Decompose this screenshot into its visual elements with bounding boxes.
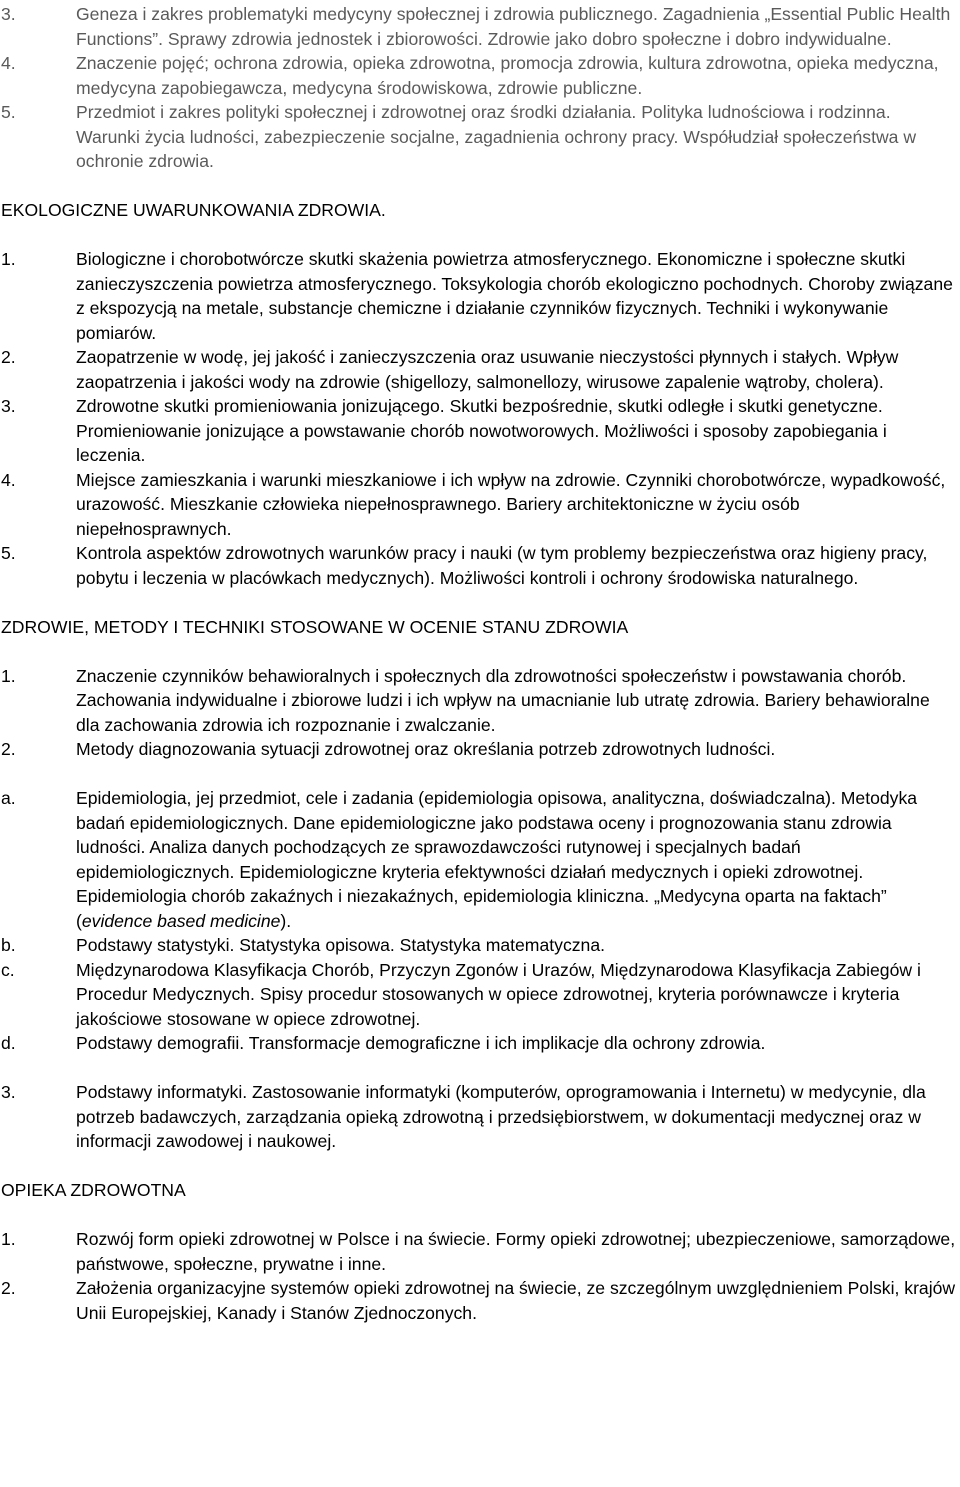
list-item bbox=[0, 345, 960, 394]
section-heading-metody: ZDROWIE, METODY I TECHNIKI STOSOWANE W OCENIE STANU ZDROWIA bbox=[1, 616, 629, 637]
list-item bbox=[0, 2, 960, 51]
item-number: 3. bbox=[1, 1082, 16, 1102]
item-number: b. bbox=[1, 935, 16, 955]
list-item bbox=[0, 958, 960, 1032]
item-number: 2. bbox=[1, 1278, 16, 1298]
item-number: 3. bbox=[1, 396, 16, 416]
item-number: 3. bbox=[1, 4, 16, 24]
item-number: 1. bbox=[1, 1229, 16, 1249]
list-item bbox=[0, 247, 960, 345]
list-item bbox=[0, 1276, 960, 1325]
section-metody-list-informatyka bbox=[0, 1080, 960, 1154]
list-item bbox=[0, 394, 960, 468]
item-number: a. bbox=[1, 788, 16, 808]
section-heading-opieka: OPIEKA ZDROWOTNA bbox=[1, 1180, 186, 1200]
item-text-italic: evidence based medicine bbox=[81, 910, 281, 931]
item-text: Podstawy statystyki. Statystyka opisowa. Statystyka matematyczna. bbox=[76, 935, 605, 955]
item-text: Podstawy demografii. Transformacje demograficzne i ich implikacje dla ochrony zdrowia. bbox=[76, 1033, 766, 1053]
section-ekologiczne-list bbox=[0, 247, 960, 590]
item-text: Przedmiot i zakres polityki społecznej i zdrowotnej oraz środki działania. Polityka ludnościowa i rodzinna. Warunki życia ludności, zabezpieczenie socjalne, zagadnienia ochrony pracy. Współudział społeczeństwa w ochronie zdrowia. bbox=[76, 102, 917, 171]
section-top-list bbox=[0, 2, 960, 174]
item-text: Miejsce zamieszkania i warunki mieszkaniowe i ich wpływ na zdrowie. Czynniki chorobotwórcze, wypadkowość, urazowość. Mieszkanie człowieka niepełnosprawnego. Bariery architektoniczne w życiu osób niepełnosprawnych. bbox=[76, 469, 946, 539]
item-number: 4. bbox=[1, 53, 16, 73]
list-item bbox=[0, 664, 960, 738]
item-text: Metody diagnozowania sytuacji zdrowotnej oraz określania potrzeb zdrowotnych ludności. bbox=[76, 739, 776, 759]
item-number: 4. bbox=[1, 469, 16, 490]
section-opieka-list bbox=[0, 1227, 960, 1325]
item-text: Geneza i zakres problematyki medycyny społecznej i zdrowia publicznego. Zagadnienia „Essential Public Health Functions”. Sprawy zdrowia jednostek i zbiorowości. Zdrowie jako dobro społeczne i dobro indywidualne. bbox=[76, 4, 951, 49]
item-text: Znaczenie czynników behawioralnych i społecznych dla zdrowotności społeczeństw i powstawania chorób. Zachowania indywidualne i zbiorowe ludzi i ich wpływ na umacnianie lub utratę zdrowia. Bariery behawioralne dla zachowania zdrowia ich rozpoznanie i zwalczanie. bbox=[76, 665, 930, 735]
item-text: Międzynarodowa Klasyfikacja Chorób, Przyczyn Zgonów i Urazów, Międzynarodowa Klasyfikacja Zabiegów i Procedur Medycznych. Spisy procedur stosowanych w opiece zdrowotnej, kryteria porównawcze i kryteria jakościowe stosowane w opiece zdrowotnej. bbox=[76, 959, 921, 1029]
item-number: 1. bbox=[1, 249, 16, 269]
list-item bbox=[0, 100, 960, 174]
item-text: Biologiczne i chorobotwórcze skutki skażenia powietrza atmosferycznego. Ekonomiczne i społeczne skutki zanieczyszczenia powietrza atmosferycznego. Toksykologia chorób ekologiczno pochodnych. Choroby związane z ekspozycją na metale, substancje chemiczne i działanie czynników fizycznych. Techniki i wykonywanie pomiarów. bbox=[76, 249, 953, 343]
section-heading-ekologiczne: EKOLOGICZNE UWARUNKOWANIA ZDROWIA. bbox=[1, 200, 386, 220]
list-item bbox=[0, 1031, 960, 1056]
list-item bbox=[0, 468, 960, 542]
section-metody-list-numbers bbox=[0, 664, 960, 762]
item-text: Kontrola aspektów zdrowotnych warunków pracy i nauki (w tym problemy bezpieczeństwa oraz higieny pracy, pobytu i leczenia w placówkach medycznych). Możliwości kontroli i ochrony środowiska naturalnego. bbox=[76, 543, 928, 588]
section-metody-list-letters bbox=[0, 786, 960, 1056]
item-text-tail: ). bbox=[280, 910, 292, 931]
list-item bbox=[0, 786, 960, 933]
list-item bbox=[0, 1227, 960, 1276]
item-text: Podstawy informatyki. Zastosowanie informatyki (komputerów, oprogramowania i Internetu) w medycynie, dla potrzeb badawczych, zarządzania opieką zdrowotną i przedsiębiorstwem, w dokumentacji medycznej oraz w informacji zawodowej i naukowej. bbox=[76, 1082, 926, 1151]
item-text bbox=[76, 786, 960, 933]
list-item bbox=[0, 1080, 960, 1154]
list-item bbox=[0, 933, 960, 958]
list-item bbox=[0, 51, 960, 100]
item-text: Założenia organizacyjne systemów opieki zdrowotnej na świecie, ze szczególnym uwzględnieniem Polski, krajów Unii Europejskiej, Kanady i Stanów Zjednoczonych. bbox=[76, 1278, 956, 1323]
item-text: Rozwój form opieki zdrowotnej w Polsce i na świecie. Formy opieki zdrowotnej; ubezpieczeniowe, samorządowe, państwowe, społeczne, prywatne i inne. bbox=[76, 1229, 956, 1274]
item-text: Znaczenie pojęć; ochrona zdrowia, opieka zdrowotna, promocja zdrowia, kultura zdrowotna, opieka medyczna, medycyna zapobiegawcza, medycyna środowiskowa, zdrowie publiczne. bbox=[76, 53, 939, 98]
item-number: c. bbox=[1, 959, 15, 980]
item-number: 2. bbox=[1, 739, 16, 759]
list-item bbox=[0, 541, 960, 590]
item-text-main: Epidemiologia, jej przedmiot, cele i zadania (epidemiologia opisowa, analityczna, doświadczalna). Metodyka badań epidemiologicznych. Dane epidemiologiczne jako podstawa oceny i prognozowania stanu zdrowia ludności. Analiza danych pochodzących ze sprawozdawczości rutynowej i specjalnych badań epidemiologicznych. Epidemiologiczne kryteria efektywności działań medycznych i opieki zdrowotnej. Epidemiologia chorób zakaźnych i niezakaźnych, epidemiologia kliniczna. „Medycyna oparta na faktach” ( bbox=[76, 788, 918, 931]
item-text: Zaopatrzenie w wodę, jej jakość i zanieczyszczenia oraz usuwanie nieczystości płynnych i stałych. Wpływ zaopatrzenia i jakości wody na zdrowie (shigellozy, salmonellozy, wirusowe zapalenie wątroby, cholera). bbox=[76, 347, 899, 392]
item-number: d. bbox=[1, 1033, 16, 1053]
item-number: 5. bbox=[1, 543, 16, 563]
item-text: Zdrowotne skutki promieniowania jonizującego. Skutki bezpośrednie, skutki odległe i skutki genetyczne. Promieniowanie jonizujące a powstawanie chorób nowotworowych. Możliwości i sposoby zapobiegania i leczenia. bbox=[76, 396, 887, 465]
list-item bbox=[0, 737, 960, 762]
item-number: 5. bbox=[1, 102, 16, 122]
item-number: 2. bbox=[1, 347, 16, 367]
item-number: 1. bbox=[1, 665, 16, 686]
